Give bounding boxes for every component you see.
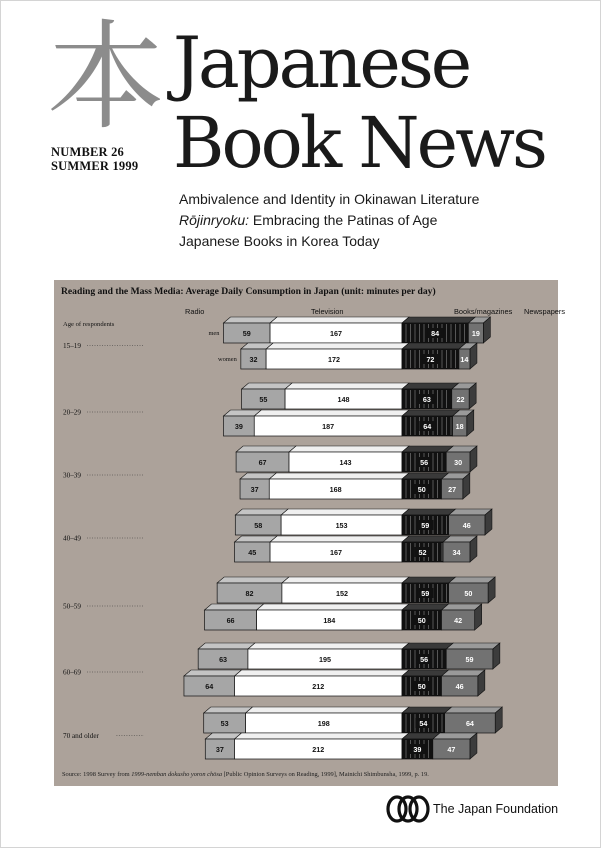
row-70-and-older-women-top-newspapers xyxy=(433,733,477,739)
row-20-29-women-top-television xyxy=(254,410,409,416)
row-15-19-women-bar-radio-value: 32 xyxy=(249,355,258,364)
row-50-59-women-bar-newspapers-value: 42 xyxy=(454,616,463,625)
row-50-59-men-top-television xyxy=(282,577,409,583)
row-60-69-men-bar-newspapers-value: 59 xyxy=(465,655,474,664)
age-label-15-19: 15–19 xyxy=(63,342,81,350)
row-20-29-men-bar-television-value: 148 xyxy=(337,395,350,404)
row-50-59-men-bar-books-magazines-value: 59 xyxy=(421,589,430,598)
source-title: 1999-nemban dokusho yoron chōsa xyxy=(131,771,223,778)
row-70-and-older-women-top-television xyxy=(235,733,409,739)
row-30-39-men-bar-radio-value: 67 xyxy=(258,458,267,467)
age-label-20-29: 20–29 xyxy=(63,408,81,417)
age-label-70-and-older: 70 and older xyxy=(63,732,99,740)
row-30-39-men-top-books-magazines xyxy=(402,446,453,452)
row-30-39-women-bar-radio-value: 37 xyxy=(250,485,259,494)
row-50-59-women-top-books-magazines xyxy=(402,604,449,610)
row-60-69-men-bar-books-magazines-value: 56 xyxy=(420,655,429,664)
row-30-39-women-bar-books-magazines-value: 50 xyxy=(417,485,426,494)
row-70-and-older-men-bar-newspapers-value: 64 xyxy=(465,719,474,728)
row-70-and-older-women-bar-television-value: 212 xyxy=(312,745,325,754)
row-70-and-older-women-bar-books-magazines-value: 39 xyxy=(413,745,422,754)
row-40-49-women-bar-radio-value: 45 xyxy=(248,548,257,557)
issue-number: NUMBER 26 xyxy=(51,145,124,159)
row-70-and-older-women-bar-radio-value: 37 xyxy=(215,745,224,754)
row-50-59-men-bar-newspapers-value: 50 xyxy=(464,589,473,598)
headline-rojinryoku xyxy=(179,211,437,229)
row-15-19-women-bar-television-value: 172 xyxy=(328,355,341,364)
row-40-49-women-bar-newspapers-value: 34 xyxy=(452,548,461,557)
row-60-69-men-top-radio xyxy=(198,643,255,649)
row-20-29-women-bar-radio-value: 39 xyxy=(234,422,243,431)
age-column-header: Age of respondents xyxy=(63,321,115,328)
row-15-19-men-gender-label: men xyxy=(208,330,220,337)
chart-title: Reading and the Mass Media: Average Daily Consumption in Japan (unit: minutes per day) xyxy=(61,286,436,297)
source-prefix: Source: 1998 Survey from xyxy=(62,771,132,778)
row-15-19-women-top-books-magazines xyxy=(402,343,466,349)
chart-canvas xyxy=(54,280,566,786)
age-label-50-59: 50–59 xyxy=(63,602,81,611)
row-15-19-women-top-television xyxy=(266,343,409,349)
row-70-and-older-men-top-television xyxy=(246,707,409,713)
row-40-49-women-bar-books-magazines-value: 52 xyxy=(418,548,427,557)
row-40-49-women-bar-television-value: 167 xyxy=(330,548,343,557)
source-suffix: [Public Opinion Surveys on Reading, 1999], Mainichi Shimbunsha, 1999, p. 19. xyxy=(222,771,429,778)
row-40-49-women-top-books-magazines xyxy=(402,536,450,542)
row-40-49-men-bar-radio-value: 58 xyxy=(254,521,263,530)
row-20-29-men-top-television xyxy=(285,383,409,389)
row-60-69-men-bar-television-value: 195 xyxy=(318,655,331,664)
row-70-and-older-men-bar-television-value: 198 xyxy=(317,719,330,728)
row-70-and-older-men-top-books-magazines xyxy=(402,707,452,713)
row-70-and-older-women-bar-newspapers-value: 47 xyxy=(447,745,456,754)
japan-foundation-logo xyxy=(387,796,429,822)
kanji-logo: 本 xyxy=(47,8,166,146)
headline-books-in-korea: Japanese Books in Korea Today xyxy=(179,233,380,249)
magazine-title-line-1: Japanese xyxy=(173,22,470,104)
row-60-69-women-bar-radio-value: 64 xyxy=(205,682,214,691)
row-40-49-men-bar-books-magazines-value: 59 xyxy=(421,521,430,530)
row-40-49-women-top-television xyxy=(270,536,409,542)
row-20-29-men-bar-newspapers-value: 22 xyxy=(456,395,465,404)
media-consumption-chart xyxy=(54,280,566,786)
row-15-19-men-bar-books-magazines-value: 84 xyxy=(431,329,440,338)
row-60-69-women-top-television xyxy=(235,670,409,676)
row-30-39-men-top-television xyxy=(289,446,409,452)
row-40-49-men-bar-newspapers-value: 46 xyxy=(462,521,471,530)
row-15-19-men-top-radio xyxy=(223,317,277,323)
row-20-29-men-top-books-magazines xyxy=(402,383,459,389)
row-60-69-men-top-newspapers xyxy=(446,643,500,649)
row-20-29-men-bar-radio-value: 55 xyxy=(259,395,268,404)
chart-source-note xyxy=(62,771,429,778)
legend-newspapers: Newspapers xyxy=(524,307,566,316)
row-40-49-men-top-television xyxy=(281,509,409,515)
issue-season: SUMMER 1999 xyxy=(51,159,139,173)
age-label-40-49: 40–49 xyxy=(63,534,81,543)
row-15-19-women-bar-books-magazines-value: 72 xyxy=(426,355,435,364)
row-60-69-women-bar-books-magazines-value: 50 xyxy=(417,682,426,691)
row-50-59-women-top-radio xyxy=(205,604,264,610)
row-20-29-women-top-books-magazines xyxy=(402,410,460,416)
magazine-title-line-2: Book News xyxy=(173,102,545,184)
row-15-19-men-bar-newspapers-value: 19 xyxy=(471,329,480,338)
row-60-69-women-top-books-magazines xyxy=(402,670,449,676)
legend-radio: Radio xyxy=(185,307,205,316)
age-label-60-69: 60–69 xyxy=(63,668,81,677)
row-40-49-men-top-radio xyxy=(235,509,288,515)
publisher-name: The Japan Foundation xyxy=(433,802,559,816)
row-20-29-men-top-radio xyxy=(242,383,292,389)
row-50-59-men-top-newspapers xyxy=(449,577,496,583)
row-20-29-women-bar-television-value: 187 xyxy=(322,422,335,431)
row-20-29-women-bar-books-magazines-value: 64 xyxy=(423,422,432,431)
row-30-39-women-top-television xyxy=(269,473,409,479)
row-60-69-women-bar-television-value: 212 xyxy=(312,682,325,691)
row-60-69-women-top-newspapers xyxy=(442,670,485,676)
row-60-69-women-top-radio xyxy=(184,670,242,676)
row-15-19-men-bar-radio-value: 59 xyxy=(242,329,251,338)
row-50-59-men-top-radio xyxy=(217,577,289,583)
headline-okinawan-literature: Ambivalence and Identity in Okinawan Literature xyxy=(179,191,480,207)
row-15-19-women-gender-label: women xyxy=(218,356,237,363)
row-60-69-men-top-television xyxy=(248,643,409,649)
row-60-69-men-top-books-magazines xyxy=(402,643,453,649)
row-50-59-men-bar-television-value: 152 xyxy=(335,589,348,598)
row-50-59-women-bar-books-magazines-value: 50 xyxy=(417,616,426,625)
legend-books-magazines: Books/magazines xyxy=(454,307,513,316)
row-60-69-women-bar-newspapers-value: 46 xyxy=(455,682,464,691)
row-15-19-women-bar-newspapers-value: 14 xyxy=(460,355,469,364)
row-60-69-men-bar-radio-value: 63 xyxy=(219,655,228,664)
row-30-39-women-bar-television-value: 168 xyxy=(329,485,342,494)
row-20-29-women-bar-newspapers-value: 18 xyxy=(455,422,464,431)
row-50-59-men-bar-radio-value: 82 xyxy=(245,589,254,598)
row-70-and-older-men-bar-radio-value: 53 xyxy=(220,719,229,728)
row-70-and-older-men-top-radio xyxy=(204,707,253,713)
row-30-39-men-bar-books-magazines-value: 56 xyxy=(420,458,429,467)
headline-rojinryoku-rest: Embracing the Patinas of Age xyxy=(249,212,438,228)
row-50-59-women-bar-radio-value: 66 xyxy=(226,616,235,625)
row-40-49-men-top-books-magazines xyxy=(402,509,456,515)
row-30-39-men-bar-newspapers-value: 30 xyxy=(454,458,463,467)
row-15-19-men-top-books-magazines xyxy=(402,317,475,323)
row-20-29-men-bar-books-magazines-value: 63 xyxy=(422,395,431,404)
row-70-and-older-men-bar-books-magazines-value: 54 xyxy=(419,719,428,728)
row-30-39-men-bar-television-value: 143 xyxy=(339,458,352,467)
row-15-19-men-top-television xyxy=(270,317,409,323)
row-40-49-men-bar-television-value: 153 xyxy=(335,521,348,530)
row-50-59-men-top-books-magazines xyxy=(402,577,456,583)
row-70-and-older-men-top-newspapers xyxy=(445,707,503,713)
row-50-59-women-bar-television-value: 184 xyxy=(323,616,336,625)
row-30-39-men-top-radio xyxy=(236,446,296,452)
row-30-39-women-top-books-magazines xyxy=(402,473,449,479)
legend-television: Television xyxy=(311,307,344,316)
age-label-30-39: 30–39 xyxy=(63,471,81,480)
row-50-59-women-top-television xyxy=(257,604,409,610)
row-40-49-men-top-newspapers xyxy=(449,509,492,515)
row-30-39-women-bar-newspapers-value: 27 xyxy=(448,485,457,494)
headline-rojinryoku-term: Rōjinryoku: xyxy=(179,212,250,228)
row-15-19-men-bar-television-value: 167 xyxy=(330,329,343,338)
